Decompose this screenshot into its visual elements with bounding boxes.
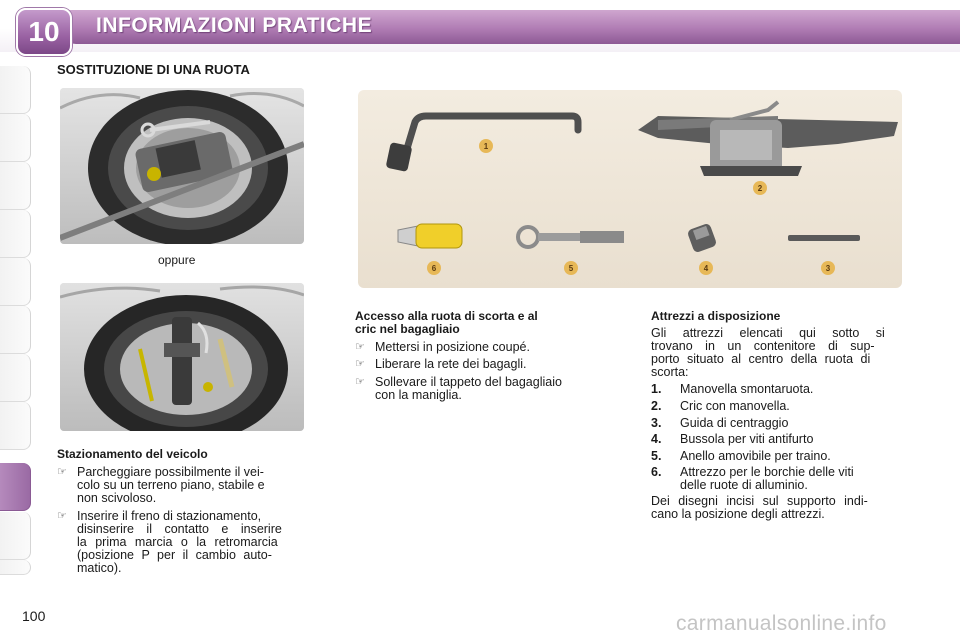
text-line: Inserire il freno di stazionamento, [77, 509, 262, 523]
text-line: matico). [77, 561, 122, 575]
text-line: cano la posizione degli attrezzi. [651, 507, 825, 521]
text-line: Sollevare il tappeto del bagagliaio [375, 375, 562, 389]
tool-item-text: delle ruote di alluminio. [680, 478, 808, 492]
tools-illustration [358, 90, 902, 288]
tool-item-number: 4. [651, 432, 662, 446]
text-line: scorta: [651, 365, 689, 379]
tool-item-text: Cric con manovella. [680, 399, 790, 413]
tool-item-number: 6. [651, 465, 662, 479]
tool-item-text: Guida di centraggio [680, 416, 789, 430]
tool-item-number: 2. [651, 399, 662, 413]
text-line: non scivoloso. [77, 491, 157, 505]
chapter-tab[interactable] [0, 114, 31, 162]
callout-label: 6 [431, 264, 437, 273]
chapter-tab[interactable] [0, 210, 31, 258]
chapter-tab[interactable] [0, 66, 31, 114]
access-bullet-3 [355, 376, 625, 404]
pointing-hand-icon: ☞ [355, 358, 365, 370]
access-heading-line1: Accesso alla ruota di scorta e al [355, 309, 538, 323]
chapter-tab[interactable] [0, 512, 31, 560]
chapter-title: INFORMAZIONI PRATICHE [96, 14, 373, 37]
tools-outro [651, 495, 903, 521]
callout-label: 1 [483, 142, 489, 151]
pointing-hand-icon: ☞ [355, 341, 365, 353]
trim-tool-drawing [398, 224, 462, 248]
tool-item [651, 466, 903, 494]
pointing-hand-icon: ☞ [355, 376, 365, 388]
access-heading-line2: cric nel bagagliaio [355, 322, 460, 336]
text-line: trovano in un contenitore di sup- [651, 339, 875, 353]
tool-item-number: 3. [651, 416, 662, 430]
text-line: Mettersi in posizione coupé. [375, 340, 530, 354]
chapter-tab[interactable] [0, 306, 31, 354]
chapter-tab[interactable] [0, 258, 31, 306]
access-bullet-1 [355, 341, 625, 355]
callout-label: 3 [825, 264, 831, 273]
photo-separator-label: oppure [158, 253, 196, 267]
text-line: colo su un terreno piano, stabile e [77, 478, 265, 492]
pointing-hand-icon: ☞ [57, 466, 67, 478]
chapter-number-badge: 10 [16, 8, 72, 56]
chapter-tab[interactable] [0, 162, 31, 210]
tool-item-text: Manovella smontaruota. [680, 382, 814, 396]
section-title: SOSTITUZIONE DI UNA RUOTA [57, 62, 250, 77]
callout-label: 5 [568, 264, 574, 273]
spare-wheel-photo-top [60, 88, 304, 244]
text-line: porto situato al centro della ruota di [651, 352, 871, 366]
text-line: Dei disegni incisi sul supporto indi- [651, 494, 868, 508]
parking-bullet-2 [57, 510, 309, 576]
tool-item [651, 450, 903, 464]
page-number: 100 [22, 608, 46, 624]
chapter-tab[interactable] [0, 354, 31, 402]
text-line: con la maniglia. [375, 388, 462, 402]
tool-item [651, 433, 903, 447]
chapter-tab[interactable] [0, 402, 31, 450]
text-line: disinserire il contatto e inserire [77, 522, 282, 536]
tools-intro [651, 327, 903, 379]
tool-item [651, 400, 903, 414]
chapter-tab-active[interactable] [0, 463, 31, 511]
callout-label: 4 [703, 264, 709, 273]
watermark: carmanualsonline.info [676, 612, 887, 635]
tool-item-number: 1. [651, 382, 662, 396]
text-line: (posizione P per il cambio auto- [77, 548, 272, 562]
tool-item-text: Bussola per viti antifurto [680, 432, 814, 446]
tool-item [651, 417, 903, 431]
tools-heading: Attrezzi a disposizione [651, 309, 781, 323]
text-line: Gli attrezzi elencati qui sotto si [651, 326, 885, 340]
pointing-hand-icon: ☞ [57, 510, 67, 522]
access-bullet-2 [355, 358, 625, 372]
tool-item-text: Anello amovibile per traino. [680, 449, 831, 463]
chapter-tab[interactable] [0, 560, 31, 575]
parking-heading: Stazionamento del veicolo [57, 447, 208, 461]
tool-item [651, 383, 903, 397]
tool-item-text: Attrezzo per le borchie delle viti [680, 465, 854, 479]
callout-label: 2 [757, 184, 763, 193]
text-line: la prima marcia o la retromarcia [77, 535, 278, 549]
tool-item-number: 5. [651, 449, 662, 463]
text-line: Liberare la rete dei bagagli. [375, 357, 527, 371]
spare-wheel-photo-bottom [60, 283, 304, 431]
text-line: Parcheggiare possibilmente il vei- [77, 465, 264, 479]
parking-bullet-1 [57, 466, 309, 506]
centering-guide-drawing [788, 235, 860, 241]
